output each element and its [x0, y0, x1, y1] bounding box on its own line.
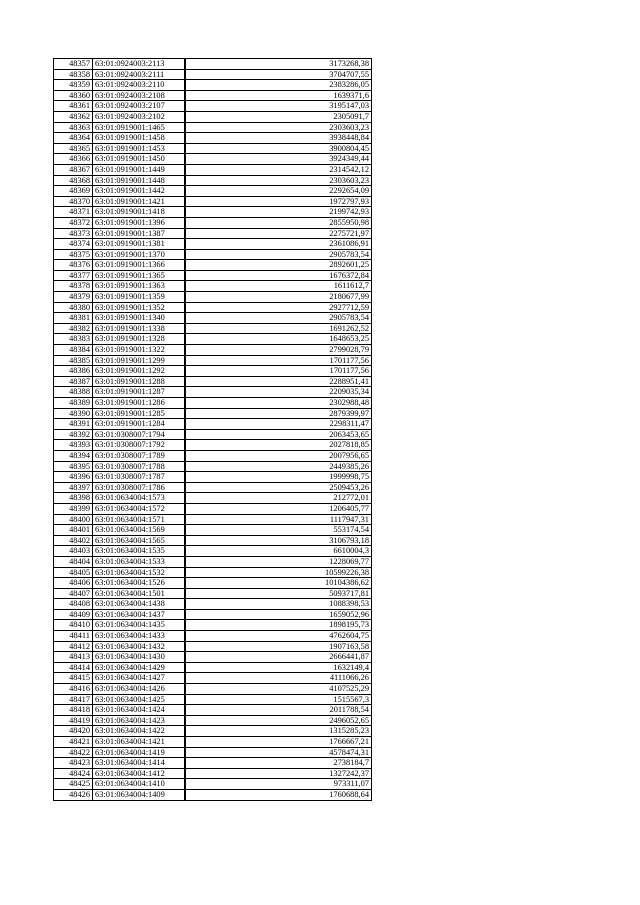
cadastral-number-cell: 63:01:0919001:1288 — [93, 376, 186, 387]
value-cell: 2007956,65 — [185, 450, 372, 461]
row-number-cell: 48422 — [54, 747, 93, 758]
value-cell: 2449385,26 — [185, 461, 372, 472]
row-number-cell: 48363 — [54, 122, 93, 133]
value-cell: 4578474,31 — [185, 747, 372, 758]
table-row — [54, 673, 372, 684]
table-row — [54, 366, 372, 377]
table-row — [54, 705, 372, 716]
row-number-cell: 48388 — [54, 387, 93, 398]
cadastral-number-cell: 63:01:0919001:1370 — [93, 249, 186, 260]
row-number-cell: 48405 — [54, 567, 93, 578]
value-cell: 2305091,7 — [185, 111, 372, 122]
row-number-cell: 48403 — [54, 546, 93, 557]
value-cell: 2666441,87 — [185, 652, 372, 663]
cadastral-number-cell: 63:01:0634004:1429 — [93, 662, 186, 673]
table-row — [54, 662, 372, 673]
value-cell: 1701177,56 — [185, 366, 372, 377]
value-cell: 2509453,26 — [185, 482, 372, 493]
row-number-cell: 48379 — [54, 292, 93, 303]
cadastral-number-cell: 63:01:0634004:1426 — [93, 684, 186, 695]
cadastral-number-cell: 63:01:0919001:1421 — [93, 196, 186, 207]
row-number-cell: 48406 — [54, 578, 93, 589]
table-body — [54, 59, 372, 801]
cadastral-number-cell: 63:01:0308007:1792 — [93, 440, 186, 451]
value-cell: 3938448,84 — [185, 133, 372, 144]
value-cell: 2199742,93 — [185, 207, 372, 218]
table-row — [54, 376, 372, 387]
row-number-cell: 48401 — [54, 525, 93, 536]
value-cell: 2180677,99 — [185, 292, 372, 303]
table-row — [54, 334, 372, 345]
row-number-cell: 48423 — [54, 758, 93, 769]
value-cell: 4111066,26 — [185, 673, 372, 684]
value-cell: 212772,01 — [185, 493, 372, 504]
cadastral-number-cell: 63:01:0634004:1414 — [93, 758, 186, 769]
value-cell: 1898195,73 — [185, 620, 372, 631]
row-number-cell: 48425 — [54, 779, 93, 790]
row-number-cell: 48415 — [54, 673, 93, 684]
table-row — [54, 525, 372, 536]
table-row — [54, 609, 372, 620]
value-cell: 2275721,97 — [185, 228, 372, 239]
value-cell: 5093717,81 — [185, 588, 372, 599]
value-cell: 2905783,54 — [185, 313, 372, 324]
row-number-cell: 48382 — [54, 323, 93, 334]
cadastral-number-cell: 63:01:0634004:1433 — [93, 631, 186, 642]
row-number-cell: 48364 — [54, 133, 93, 144]
value-cell: 1088398,53 — [185, 599, 372, 610]
row-number-cell: 48371 — [54, 207, 93, 218]
row-number-cell: 48378 — [54, 281, 93, 292]
cadastral-number-cell: 63:01:0634004:1573 — [93, 493, 186, 504]
value-cell: 1327242,37 — [185, 768, 372, 779]
row-number-cell: 48398 — [54, 493, 93, 504]
table-row — [54, 207, 372, 218]
table-row — [54, 472, 372, 483]
table-row — [54, 239, 372, 250]
value-cell: 3900804,45 — [185, 143, 372, 154]
value-cell: 2302988,48 — [185, 398, 372, 409]
table-row — [54, 715, 372, 726]
cadastral-number-cell: 63:01:0634004:1572 — [93, 503, 186, 514]
value-cell: 973311,07 — [185, 779, 372, 790]
value-cell: 10599226,38 — [185, 567, 372, 578]
table-row — [54, 588, 372, 599]
row-number-cell: 48417 — [54, 694, 93, 705]
row-number-cell: 48359 — [54, 80, 93, 91]
cadastral-number-cell: 63:01:0634004:1533 — [93, 556, 186, 567]
table-row — [54, 260, 372, 271]
cadastral-number-cell: 63:01:0634004:1424 — [93, 705, 186, 716]
cadastral-number-cell: 63:01:0919001:1299 — [93, 355, 186, 366]
value-cell: 1315285,23 — [185, 726, 372, 737]
row-number-cell: 48391 — [54, 419, 93, 430]
table-row — [54, 631, 372, 642]
cadastral-number-cell: 63:01:0919001:1363 — [93, 281, 186, 292]
row-number-cell: 48368 — [54, 175, 93, 186]
row-number-cell: 48407 — [54, 588, 93, 599]
cadastral-number-cell: 63:01:0634004:1422 — [93, 726, 186, 737]
value-cell: 4107525,29 — [185, 684, 372, 695]
value-cell: 10104386,62 — [185, 578, 372, 589]
cadastral-number-cell: 63:01:0634004:1419 — [93, 747, 186, 758]
row-number-cell: 48411 — [54, 631, 93, 642]
table-row — [54, 493, 372, 504]
row-number-cell: 48394 — [54, 450, 93, 461]
table-row — [54, 292, 372, 303]
row-number-cell: 48416 — [54, 684, 93, 695]
value-cell: 1907163,58 — [185, 641, 372, 652]
table-row — [54, 535, 372, 546]
cadastral-number-cell: 63:01:0634004:1535 — [93, 546, 186, 557]
cadastral-number-cell: 63:01:0919001:1366 — [93, 260, 186, 271]
cadastral-number-cell: 63:01:0634004:1569 — [93, 525, 186, 536]
row-number-cell: 48414 — [54, 662, 93, 673]
table-row — [54, 387, 372, 398]
cadastral-number-cell: 63:01:0924003:2107 — [93, 101, 186, 112]
row-number-cell: 48409 — [54, 609, 93, 620]
table-row — [54, 345, 372, 356]
table-row — [54, 789, 372, 800]
cadastral-number-cell: 63:01:0634004:1571 — [93, 514, 186, 525]
value-cell: 553174,54 — [185, 525, 372, 536]
row-number-cell: 48400 — [54, 514, 93, 525]
row-number-cell: 48373 — [54, 228, 93, 239]
value-cell: 2799028,79 — [185, 345, 372, 356]
table-row — [54, 398, 372, 409]
row-number-cell: 48384 — [54, 345, 93, 356]
cadastral-number-cell: 63:01:0919001:1352 — [93, 302, 186, 313]
table-row — [54, 482, 372, 493]
value-cell: 3195147,03 — [185, 101, 372, 112]
cadastral-number-cell: 63:01:0634004:1437 — [93, 609, 186, 620]
table-row — [54, 461, 372, 472]
cadastral-number-cell: 63:01:0919001:1287 — [93, 387, 186, 398]
table-row — [54, 111, 372, 122]
value-cell: 1228069,77 — [185, 556, 372, 567]
cadastral-number-cell: 63:01:0924003:2108 — [93, 90, 186, 101]
cadastral-number-cell: 63:01:0924003:2113 — [93, 59, 186, 70]
table-row — [54, 599, 372, 610]
value-cell: 2288951,41 — [185, 376, 372, 387]
row-number-cell: 48412 — [54, 641, 93, 652]
value-cell: 2905783,54 — [185, 249, 372, 260]
cadastral-number-cell: 63:01:0919001:1418 — [93, 207, 186, 218]
cadastral-number-cell: 63:01:0634004:1565 — [93, 535, 186, 546]
table-row — [54, 281, 372, 292]
table-row — [54, 419, 372, 430]
row-number-cell: 48389 — [54, 398, 93, 409]
value-cell: 3106793,18 — [185, 535, 372, 546]
value-cell: 2303603,23 — [185, 175, 372, 186]
table-row — [54, 228, 372, 239]
row-number-cell: 48426 — [54, 789, 93, 800]
cadastral-number-cell: 63:01:0634004:1435 — [93, 620, 186, 631]
table-row — [54, 578, 372, 589]
row-number-cell: 48376 — [54, 260, 93, 271]
row-number-cell: 48420 — [54, 726, 93, 737]
table-row — [54, 779, 372, 790]
row-number-cell: 48358 — [54, 69, 93, 80]
row-number-cell: 48380 — [54, 302, 93, 313]
table-row — [54, 249, 372, 260]
value-cell: 2292654,09 — [185, 186, 372, 197]
value-cell: 2383286,05 — [185, 80, 372, 91]
table-row — [54, 556, 372, 567]
cadastral-number-cell: 63:01:0919001:1359 — [93, 292, 186, 303]
cadastral-number-cell: 63:01:0919001:1396 — [93, 217, 186, 228]
cadastral-number-cell: 63:01:0919001:1328 — [93, 334, 186, 345]
row-number-cell: 48404 — [54, 556, 93, 567]
row-number-cell: 48402 — [54, 535, 93, 546]
row-number-cell: 48365 — [54, 143, 93, 154]
table-row — [54, 694, 372, 705]
table-row — [54, 217, 372, 228]
row-number-cell: 48392 — [54, 429, 93, 440]
row-number-cell: 48374 — [54, 239, 93, 250]
row-number-cell: 48369 — [54, 186, 93, 197]
value-cell: 1206405,77 — [185, 503, 372, 514]
cadastral-number-cell: 63:01:0919001:1284 — [93, 419, 186, 430]
table-row — [54, 429, 372, 440]
table-row — [54, 737, 372, 748]
row-number-cell: 48393 — [54, 440, 93, 451]
cadastral-number-cell: 63:01:0919001:1458 — [93, 133, 186, 144]
value-cell: 2738184,7 — [185, 758, 372, 769]
table-row — [54, 620, 372, 631]
value-cell: 6610004,3 — [185, 546, 372, 557]
row-number-cell: 48367 — [54, 164, 93, 175]
value-cell: 1648653,25 — [185, 334, 372, 345]
cadastral-number-cell: 63:01:0919001:1322 — [93, 345, 186, 356]
row-number-cell: 48408 — [54, 599, 93, 610]
table-row — [54, 302, 372, 313]
value-cell: 1639371,6 — [185, 90, 372, 101]
table-row — [54, 652, 372, 663]
cadastral-number-cell: 63:01:0634004:1412 — [93, 768, 186, 779]
table-row — [54, 186, 372, 197]
row-number-cell: 48413 — [54, 652, 93, 663]
cadastral-number-cell: 63:01:0919001:1338 — [93, 323, 186, 334]
cadastral-number-cell: 63:01:0919001:1286 — [93, 398, 186, 409]
table-row — [54, 133, 372, 144]
table-row — [54, 567, 372, 578]
value-cell: 2298311,47 — [185, 419, 372, 430]
cadastral-number-cell: 63:01:0919001:1442 — [93, 186, 186, 197]
value-cell: 2879399,97 — [185, 408, 372, 419]
value-cell: 1691262,52 — [185, 323, 372, 334]
value-cell: 2303603,23 — [185, 122, 372, 133]
row-number-cell: 48419 — [54, 715, 93, 726]
row-number-cell: 48361 — [54, 101, 93, 112]
value-cell: 1760688,64 — [185, 789, 372, 800]
row-number-cell: 48360 — [54, 90, 93, 101]
table-row — [54, 164, 372, 175]
cadastral-number-cell: 63:01:0634004:1526 — [93, 578, 186, 589]
value-cell: 1766667,21 — [185, 737, 372, 748]
cadastral-number-cell: 63:01:0919001:1465 — [93, 122, 186, 133]
value-cell: 2361086,91 — [185, 239, 372, 250]
value-cell: 3924349,44 — [185, 154, 372, 165]
table-row — [54, 154, 372, 165]
value-cell: 2011788,54 — [185, 705, 372, 716]
table-row — [54, 80, 372, 91]
table-row — [54, 684, 372, 695]
value-cell: 3173268,38 — [185, 59, 372, 70]
value-cell: 2892601,25 — [185, 260, 372, 271]
value-cell: 2209035,34 — [185, 387, 372, 398]
cadastral-number-cell: 63:01:0634004:1410 — [93, 779, 186, 790]
value-cell: 1972797,93 — [185, 196, 372, 207]
value-cell: 1701177,56 — [185, 355, 372, 366]
table-row — [54, 450, 372, 461]
table-row — [54, 355, 372, 366]
row-number-cell: 48381 — [54, 313, 93, 324]
cadastral-number-cell: 63:01:0924003:2110 — [93, 80, 186, 91]
cadastral-number-cell: 63:01:0308007:1794 — [93, 429, 186, 440]
table-row — [54, 641, 372, 652]
value-cell: 2027818,85 — [185, 440, 372, 451]
table-row — [54, 323, 372, 334]
row-number-cell: 48410 — [54, 620, 93, 631]
cadastral-number-cell: 63:01:0919001:1292 — [93, 366, 186, 377]
cadastral-number-cell: 63:01:0919001:1340 — [93, 313, 186, 324]
cadastral-number-cell: 63:01:0634004:1532 — [93, 567, 186, 578]
cadastral-number-cell: 63:01:0634004:1423 — [93, 715, 186, 726]
row-number-cell: 48421 — [54, 737, 93, 748]
cadastral-number-cell: 63:01:0634004:1421 — [93, 737, 186, 748]
table-row — [54, 758, 372, 769]
table-row — [54, 101, 372, 112]
table-row — [54, 69, 372, 80]
row-number-cell: 48418 — [54, 705, 93, 716]
table-row — [54, 270, 372, 281]
cadastral-number-cell: 63:01:0308007:1786 — [93, 482, 186, 493]
row-number-cell: 48397 — [54, 482, 93, 493]
value-cell: 1659052,96 — [185, 609, 372, 620]
value-cell: 2927712,59 — [185, 302, 372, 313]
value-cell: 1676372,84 — [185, 270, 372, 281]
row-number-cell: 48357 — [54, 59, 93, 70]
value-cell: 3704707,55 — [185, 69, 372, 80]
table-row — [54, 440, 372, 451]
cadastral-number-cell: 63:01:0919001:1450 — [93, 154, 186, 165]
table-row — [54, 90, 372, 101]
cadastral-number-cell: 63:01:0634004:1438 — [93, 599, 186, 610]
cadastral-number-cell: 63:01:0919001:1387 — [93, 228, 186, 239]
table-row — [54, 59, 372, 70]
value-cell: 1999998,75 — [185, 472, 372, 483]
value-cell: 2314542,12 — [185, 164, 372, 175]
value-cell: 1117947,31 — [185, 514, 372, 525]
cadastral-number-cell: 63:01:0634004:1432 — [93, 641, 186, 652]
cadastral-number-cell: 63:01:0308007:1787 — [93, 472, 186, 483]
cadastral-number-cell: 63:01:0634004:1409 — [93, 789, 186, 800]
cadastral-number-cell: 63:01:0919001:1449 — [93, 164, 186, 175]
cadastral-number-cell: 63:01:0919001:1453 — [93, 143, 186, 154]
cadastral-number-cell: 63:01:0634004:1427 — [93, 673, 186, 684]
cadastral-number-cell: 63:01:0924003:2102 — [93, 111, 186, 122]
table-row — [54, 196, 372, 207]
row-number-cell: 48390 — [54, 408, 93, 419]
row-number-cell: 48377 — [54, 270, 93, 281]
table-row — [54, 143, 372, 154]
table-row — [54, 408, 372, 419]
row-number-cell: 48385 — [54, 355, 93, 366]
value-cell: 1611612,7 — [185, 281, 372, 292]
row-number-cell: 48375 — [54, 249, 93, 260]
value-cell: 2496052,65 — [185, 715, 372, 726]
value-cell: 1632149,4 — [185, 662, 372, 673]
value-cell: 2855950,98 — [185, 217, 372, 228]
cadastral-number-cell: 63:01:0634004:1425 — [93, 694, 186, 705]
table-row — [54, 122, 372, 133]
value-cell: 4762604,75 — [185, 631, 372, 642]
table-row — [54, 546, 372, 557]
row-number-cell: 48396 — [54, 472, 93, 483]
table-row — [54, 514, 372, 525]
table-row — [54, 175, 372, 186]
row-number-cell: 48372 — [54, 217, 93, 228]
row-number-cell: 48370 — [54, 196, 93, 207]
row-number-cell: 48424 — [54, 768, 93, 779]
row-number-cell: 48399 — [54, 503, 93, 514]
cadastral-number-cell: 63:01:0919001:1381 — [93, 239, 186, 250]
table-row — [54, 313, 372, 324]
cadastral-number-cell: 63:01:0308007:1788 — [93, 461, 186, 472]
table-row — [54, 503, 372, 514]
cadastral-number-cell: 63:01:0924003:2111 — [93, 69, 186, 80]
row-number-cell: 48386 — [54, 366, 93, 377]
cadastral-number-cell: 63:01:0919001:1448 — [93, 175, 186, 186]
row-number-cell: 48383 — [54, 334, 93, 345]
cadastral-number-cell: 63:01:0308007:1789 — [93, 450, 186, 461]
cadastral-number-cell: 63:01:0634004:1430 — [93, 652, 186, 663]
row-number-cell: 48362 — [54, 111, 93, 122]
table-row — [54, 768, 372, 779]
value-cell: 1515567,3 — [185, 694, 372, 705]
data-table — [53, 58, 372, 801]
value-cell: 2063453,65 — [185, 429, 372, 440]
table-row — [54, 726, 372, 737]
cadastral-number-cell: 63:01:0634004:1501 — [93, 588, 186, 599]
cadastral-number-cell: 63:01:0919001:1285 — [93, 408, 186, 419]
row-number-cell: 48395 — [54, 461, 93, 472]
table-row — [54, 747, 372, 758]
cadastral-number-cell: 63:01:0919001:1365 — [93, 270, 186, 281]
row-number-cell: 48366 — [54, 154, 93, 165]
row-number-cell: 48387 — [54, 376, 93, 387]
